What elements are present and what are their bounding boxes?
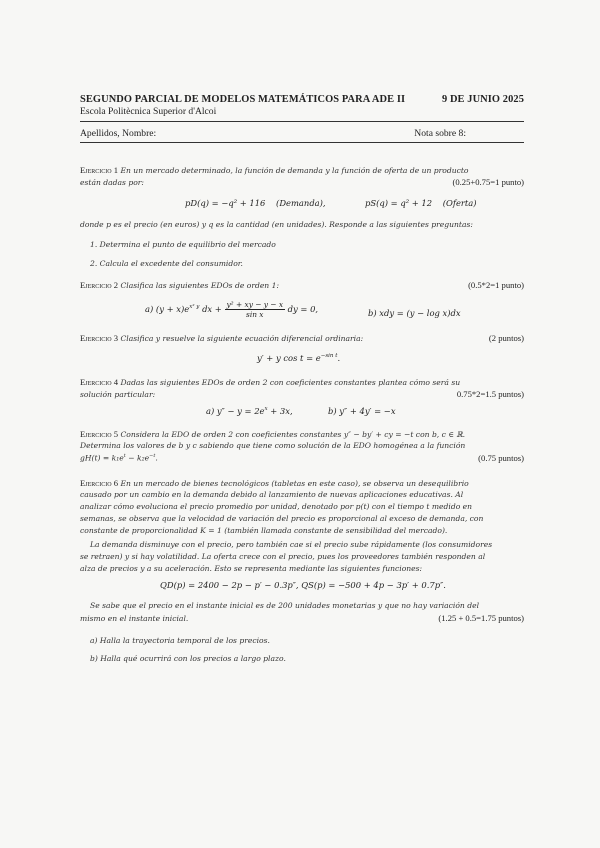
demand-label: (Demanda), xyxy=(276,198,326,208)
ex6-p2-0: La demanda disminuye con el precio, pero también cae si el precio sube rápidamente (los consumidores xyxy=(90,540,493,549)
ex6-p2-2: alza de precios y a su aceleración. Esto se representa mediante las siguientes funciones: xyxy=(80,564,423,573)
ex6-line1 xyxy=(80,478,469,488)
school-name: Escola Politècnica Superior d'Alcoi xyxy=(80,106,217,117)
ex2-line1 xyxy=(80,280,524,290)
ex6-p3-1: mismo en el instante inicial. xyxy=(80,614,189,623)
ex6-points: (1.25 + 0.5=1.75 puntos) xyxy=(438,613,524,623)
eq-a-mid: dx + xyxy=(202,304,222,314)
ex1-line2 xyxy=(80,177,524,187)
grade-label: Nota sobre 8: xyxy=(414,128,466,139)
ex1-text3: donde p es el precio (en euros) y q es la cantidad (en unidades). Responde a las siguientes preguntas: xyxy=(80,220,473,229)
ex1-text1: En un mercado determinado, la función de demanda y la función de oferta de un producto xyxy=(120,166,469,175)
ex1-heading: Ejercicio 1 xyxy=(80,165,119,175)
ex6-p1-4: constante de proporcionalidad K = 1 (también llamada constante de sensibilidad del mercado). xyxy=(80,526,448,535)
eq-a-exponent: x² y xyxy=(189,304,200,311)
ex6-equations: QD(p) = 2400 − 2p − p′ − 0.3p″, QS(p) = −500 + 4p − 3p′ + 0.7p″. xyxy=(160,580,446,590)
ex5-text3-end: . xyxy=(155,454,158,463)
eq-a-fraction xyxy=(225,300,286,319)
ex4-eq-a-end: + 3x, xyxy=(267,406,293,416)
ex4-heading: Ejercicio 4 xyxy=(80,377,119,387)
supply-label: (Oferta) xyxy=(442,198,477,208)
ex3-points: (2 puntos) xyxy=(488,333,524,343)
ex5-text2: Determina los valores de b y c sabiendo que tiene como solución de la EDO homogénea a la función xyxy=(80,441,466,450)
ex4-eq-a-exponent: x xyxy=(264,406,268,413)
ex5-heading: Ejercicio 5 xyxy=(80,429,119,439)
ex2-text: Clasifica las siguientes EDOs de orden 1: xyxy=(120,281,280,290)
ex6-p3-line2 xyxy=(80,613,524,623)
ex2-eq-a xyxy=(145,300,318,319)
ex4-points: 0.75*2=1.5 puntos) xyxy=(456,389,524,399)
ex1-supply-eq xyxy=(365,198,477,208)
ex6-p2-1: se retraen) y si hay volatilidad. La oferta crece con el precio, pues los proveedores también responden al xyxy=(80,552,486,561)
eq-a-left: a) (y + x)e xyxy=(145,304,190,314)
ex6-p3-0: Se sabe que el precio en el instante inicial es de 200 unidades monetarias y que no hay variación del xyxy=(90,601,480,610)
ex4-line2 xyxy=(80,389,524,399)
ex5-text3-mid: − k₂e xyxy=(125,454,150,463)
ex1-text2: están dadas por: xyxy=(80,178,144,187)
ex4-text1: Dadas las siguientes EDOs de orden 2 con coeficientes constantes plantea cómo será su xyxy=(120,378,461,387)
ex3-eq-end: . xyxy=(337,353,341,363)
ex6-item-a: a) Halla la trayectoria temporal de los precios. xyxy=(90,636,270,645)
exam-date: 9 DE JUNIO 2025 xyxy=(441,94,524,105)
ex3-eq-exponent: −sin t xyxy=(320,353,338,360)
ex6-p1-1: causado por un cambio en la demanda debido al lanzamiento de nuevas aplicaciones educativas. Al xyxy=(80,490,464,499)
student-info xyxy=(80,128,524,139)
ex6-heading: Ejercicio 6 xyxy=(80,478,119,488)
ex3-heading: Ejercicio 3 xyxy=(80,333,119,343)
ex5-line3 xyxy=(80,453,524,463)
exam-title: SEGUNDO PARCIAL DE MODELOS MATEMÁTICOS PARA ADE II xyxy=(80,94,406,105)
header-divider xyxy=(80,121,524,122)
exam-header xyxy=(80,94,524,105)
ex4-eq-a-main: a) y″ − y = 2e xyxy=(206,406,265,416)
ex1-demand-eq xyxy=(185,198,326,208)
ex5-line1 xyxy=(80,429,465,439)
ex2-heading: Ejercicio 2 xyxy=(80,280,119,290)
demand-function: pD(q) = −q² + 116 xyxy=(185,198,266,208)
ex4-eq-a xyxy=(206,406,293,416)
ex5-text1: Considera la EDO de orden 2 con coeficientes constantes y″ − by′ + cy = −t con b, c ∈ ℝ. xyxy=(120,430,466,439)
ex3-eq-main: y′ + y cos t = e xyxy=(257,353,321,363)
ex1-item1: 1. Determina el punto de equilibrio del mercado xyxy=(90,240,276,249)
ex6-p1-3: semanas, se observa que la velocidad de variación del precio es proporcional al exceso de demanda, con xyxy=(80,514,484,523)
ex2-points: (0.5*2=1 punto) xyxy=(468,280,524,290)
ex4-text2: solución particular: xyxy=(80,390,156,399)
ex6-p1-2: analizar cómo evoluciona el precio promedio por unidad, denotado por p(t) con el tiempo t medido en xyxy=(80,502,473,511)
ex3-text: Clasifica y resuelve la siguiente ecuación diferencial ordinaria: xyxy=(120,334,364,343)
ex2-eq-b: b) xdy = (y − log x)dx xyxy=(368,308,461,318)
eq-a-denominator: sin x xyxy=(246,310,264,319)
ex3-eq xyxy=(257,353,340,363)
ex1-points: (0.25+0.75=1 punto) xyxy=(452,177,524,187)
eq-a-numerator: y² + xy − y − x xyxy=(226,300,283,309)
name-divider xyxy=(80,142,524,143)
ex3-line1 xyxy=(80,333,524,343)
ex5-points: (0.75 puntos) xyxy=(478,453,524,463)
ex5-exp2: −t xyxy=(149,453,156,460)
ex6-p1-0: En un mercado de bienes tecnológicos (tabletas en este caso), se observa un desequilibrio xyxy=(120,479,469,488)
supply-function: pS(q) = q² + 12 xyxy=(365,198,433,208)
eq-a-right: dy = 0, xyxy=(287,304,319,314)
ex5-text3: gH(t) = k₁e xyxy=(80,454,124,463)
ex6-item-b: b) Halla qué ocurrirá con los precios a largo plazo. xyxy=(90,654,286,663)
ex4-eq-b: b) y″ + 4y′ = −x xyxy=(328,406,396,416)
ex1-item2: 2. Calcula el excedente del consumidor. xyxy=(90,259,243,268)
ex4-line1 xyxy=(80,377,460,387)
ex1-line1 xyxy=(80,165,469,175)
ex5-exp1: t xyxy=(123,453,126,460)
name-label: Apellidos, Nombre: xyxy=(80,128,157,139)
